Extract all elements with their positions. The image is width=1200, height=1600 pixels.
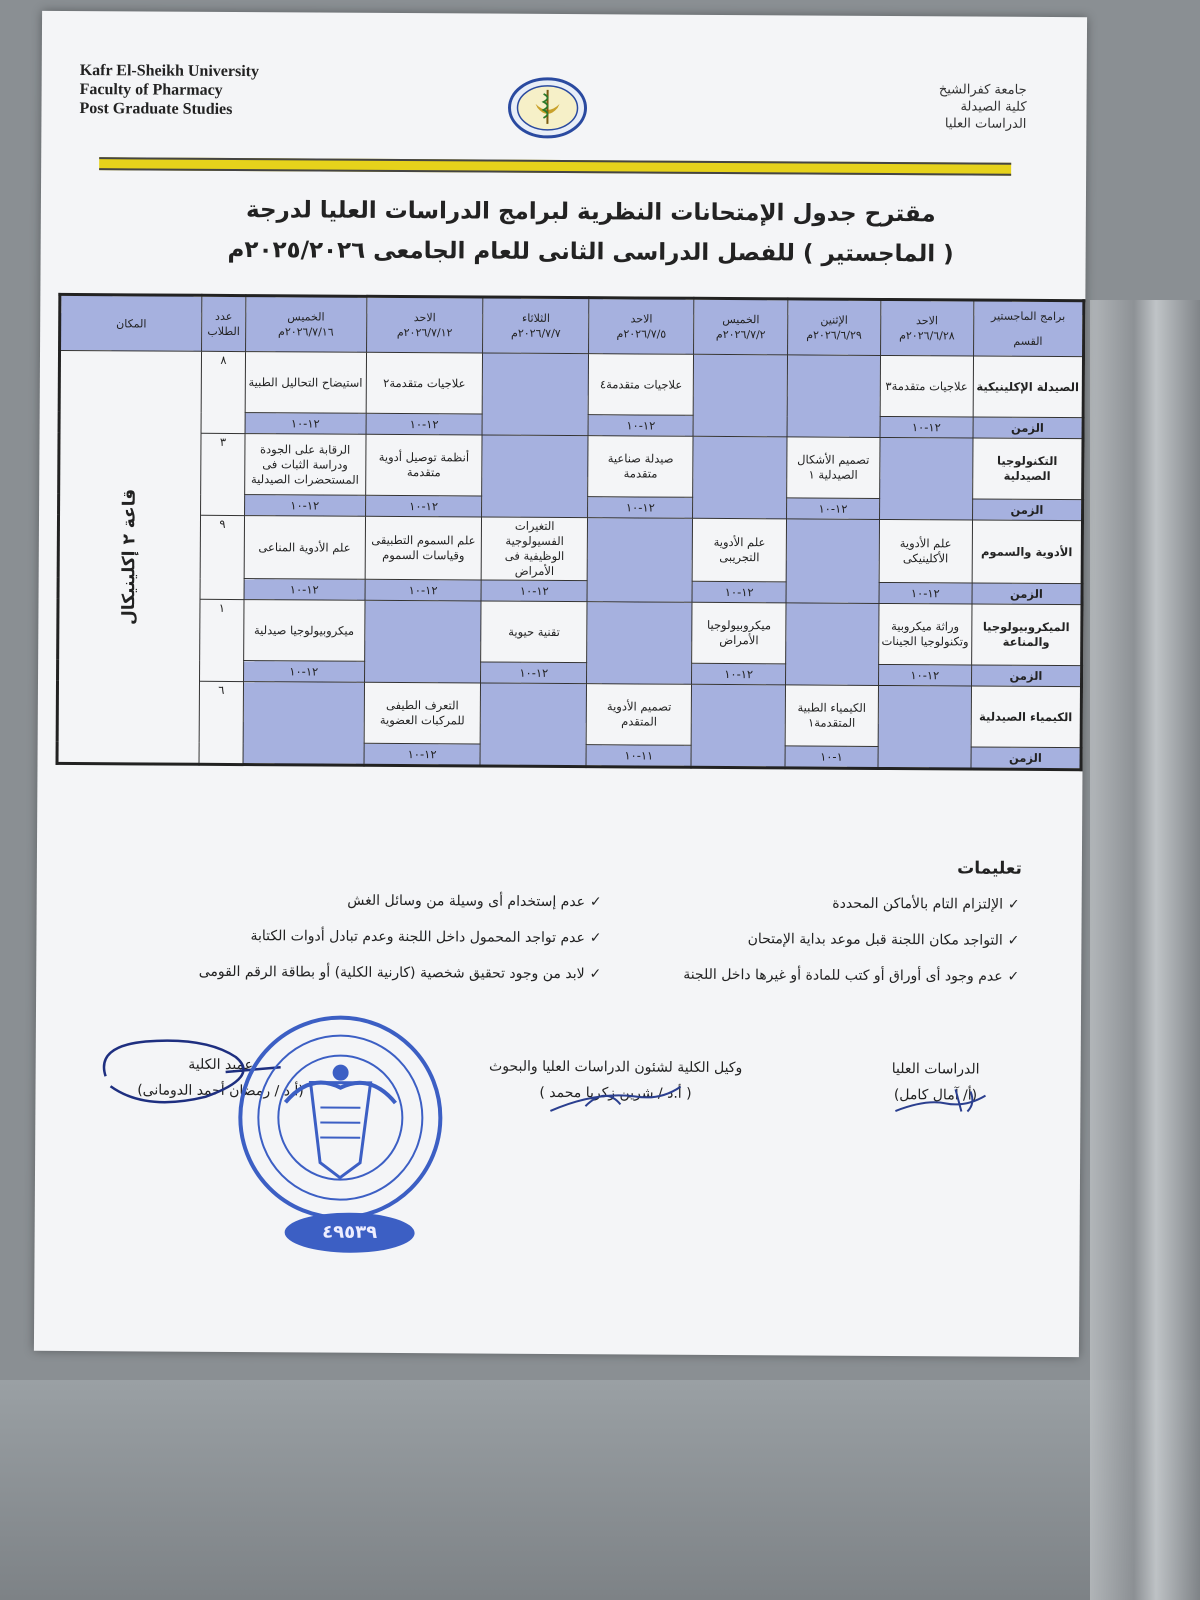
- course-cell: علم الأدوية الأكلينيكى: [879, 519, 972, 583]
- table-row: [58, 598, 1082, 665]
- signature-name: (أ.د / رمضان أحمد الدومانى): [137, 1082, 304, 1100]
- students-count: ٩: [200, 515, 244, 599]
- students-count: ٦: [199, 681, 243, 764]
- time-label: الزمن: [972, 583, 1082, 605]
- time-cell: ١-١٠: [785, 746, 878, 769]
- students-count: ٨: [201, 351, 245, 433]
- day-header: الاحد ٢٠٢٦/٧/٥م: [589, 298, 694, 355]
- course-cell: علم الأدوية التجريبى: [692, 518, 786, 582]
- instructions-title: تعليمات: [957, 858, 1022, 879]
- empty-cell: [587, 518, 693, 603]
- course-cell: علاجيات متقدمة٣: [880, 355, 973, 417]
- time-cell: ١٢-١٠: [786, 498, 879, 520]
- empty-cell: [787, 355, 880, 438]
- header-divider: [99, 157, 1011, 176]
- course-cell: تصميم الأشكال الصيدلية ١: [787, 437, 880, 499]
- document-page: [34, 11, 1087, 1357]
- empty-cell: [480, 683, 586, 767]
- instructions-left: [161, 882, 602, 993]
- time-cell: ١٢-١٠: [588, 415, 693, 437]
- course-cell: الكيمياء الطبية المتقدمة١: [785, 685, 878, 747]
- time-cell: ١٢-١٠: [481, 580, 587, 602]
- document-title: [181, 190, 1001, 275]
- corner-header: برامج الماجستير القسم: [973, 300, 1084, 357]
- empty-cell: [878, 685, 971, 769]
- course-cell: استيضاح التحاليل الطبية: [245, 352, 366, 414]
- background-floor: [0, 1380, 1200, 1600]
- time-cell: ١٢-١٠: [365, 495, 482, 517]
- day-header: الخميس ٢٠٢٦/٧/٢م: [694, 298, 788, 355]
- course-cell: ميكروبيولوجيا الأمراض: [692, 602, 786, 664]
- department-cell: التكنولوجيا الصيدلية: [972, 438, 1083, 500]
- handwritten-signature-icon: [545, 1076, 685, 1122]
- signature-role: الدراسات العليا: [891, 1061, 980, 1078]
- official-stamp-icon: [215, 1012, 466, 1234]
- time-label: الزمن: [971, 665, 1081, 687]
- instruction-item: ✓ عدم تواجد المحمول داخل اللجنة وعدم تبادل أدوات الكتابة: [161, 918, 601, 957]
- handwritten-signature-icon: [885, 1081, 995, 1122]
- exam-schedule-table: [55, 293, 1085, 771]
- course-cell: علم الأدوية المناعى: [244, 516, 365, 580]
- course-cell: الرقابة على الجودة ودراسة الثبات فى المستحضرات الصيدلية: [244, 434, 365, 496]
- time-cell: ١٢-١٠: [878, 664, 971, 686]
- table-row: [59, 350, 1083, 417]
- time-cell: ١٢-١٠: [365, 579, 482, 601]
- course-cell: علاجيات متقدمة٤: [588, 354, 693, 416]
- course-cell: علاجيات متقدمة٢: [366, 352, 483, 414]
- instructions-right: [639, 884, 1020, 994]
- background-foil: [1090, 300, 1200, 1600]
- instruction-item: ✓ لابد من وجود تحقيق شخصية (كارنية الكلية) أو بطاقة الرقم القومى: [161, 954, 601, 993]
- department-cell: الكيمياء الصيدلية: [971, 686, 1082, 748]
- header-faculty-ar: كلية الصيدلة: [960, 99, 1027, 115]
- signature-role: عميد الكلية: [188, 1056, 254, 1074]
- time-cell: ١٢-١٠: [588, 497, 693, 519]
- instruction-item: ✓ عدم وجود أى أوراق أو كتب للمادة أو غيرها داخل اللجنة: [639, 956, 1019, 994]
- time-cell: ١٢-١٠: [245, 413, 366, 435]
- course-cell: تقنية حيوية: [481, 601, 587, 663]
- time-cell: ١٢-١٠: [692, 663, 786, 685]
- stamp-serial: ٤٩٥٣٩: [285, 1212, 415, 1253]
- faculty-logo-icon: [507, 76, 587, 140]
- course-cell: صيدلة صناعية متقدمة: [588, 436, 693, 498]
- day-header: الاحد ٢٠٢٦/٦/٢٨م: [880, 299, 973, 356]
- department-cell: الميكروبيولوجيا والمناعة: [971, 604, 1082, 666]
- empty-cell: [879, 437, 972, 520]
- table-row: [59, 432, 1083, 499]
- empty-cell: [693, 436, 787, 519]
- time-cell: ١٢-١٠: [481, 662, 587, 684]
- time-cell: ١٢-١٠: [880, 416, 973, 438]
- header-department: Post Graduate Studies: [79, 100, 233, 118]
- empty-cell: [364, 600, 481, 683]
- instruction-item: ✓ التواجد مكان اللجنة قبل موعد بداية الإمتحان: [639, 920, 1019, 958]
- course-cell: أنظمة توصيل أدوية متقدمة: [365, 434, 482, 496]
- signature-role: وكيل الكلية لشئون الدراسات العليا والبحوث: [489, 1058, 743, 1077]
- header-university-ar: جامعة كفرالشيخ: [938, 82, 1027, 98]
- day-header: الإثنين ٢٠٢٦/٦/٢٩م: [787, 299, 880, 356]
- course-cell: التغيرات الفسيولوجية الوظيفية فى الأمراض: [481, 517, 587, 581]
- time-label: الزمن: [971, 747, 1081, 770]
- course-cell: تصميم الأدوية المتقدم: [586, 684, 691, 746]
- empty-cell: [587, 602, 693, 685]
- exam-place-label: قاعة ٢ إكلينيكال: [118, 488, 140, 625]
- header-university: Kafr El-Sheikh University: [79, 62, 260, 81]
- course-cell: التعرف الطيفى للمركبات العضوية: [364, 682, 481, 744]
- course-cell: علم السموم التطبيقى وقياسات السموم: [365, 516, 482, 580]
- time-cell: ١٢-١٠: [244, 495, 365, 517]
- time-cell: ١٢-١٠: [244, 579, 365, 601]
- title-line-1: مقترح جدول الإمتحانات النظرية لبرامج الدراسات العليا لدرجة: [245, 197, 936, 228]
- department-cell: الأدوية والسموم: [972, 520, 1083, 584]
- empty-cell: [785, 603, 878, 686]
- header-arabic: [856, 81, 1026, 133]
- table-row: [57, 680, 1081, 747]
- day-header: الاحد ٢٠٢٦/٧/١٢م: [366, 296, 483, 353]
- header-english: [79, 61, 259, 119]
- table-body: [57, 350, 1084, 769]
- empty-cell: [693, 354, 787, 437]
- exam-place: [57, 350, 202, 764]
- course-cell: ميكروبيولوجيا صيدلية: [243, 600, 364, 662]
- empty-cell: [482, 353, 588, 436]
- time-label: الزمن: [972, 499, 1082, 521]
- course-cell: وراثة ميكروبية وتكنولوجيا الجينات: [878, 603, 971, 665]
- time-cell: ١٢-١٠: [879, 582, 972, 604]
- table-header-row: [60, 294, 1084, 356]
- instruction-item: ✓ عدم إستخدام أى وسيلة من وسائل الغش: [162, 882, 602, 921]
- instruction-item: ✓ الإلتزام التام بالأماكن المحددة: [640, 884, 1020, 922]
- students-count: ٣: [201, 433, 245, 515]
- time-cell: ١٢-١٠: [364, 743, 481, 766]
- empty-cell: [482, 435, 588, 518]
- department-cell: الصيدلة الإكلينيكية: [973, 356, 1084, 418]
- header-faculty: Faculty of Pharmacy: [79, 81, 223, 99]
- table-row: [58, 514, 1082, 583]
- signature-name: ( أ.د / شرين زكريا محمد ): [539, 1084, 692, 1102]
- day-header: الخميس ٢٠٢٦/٧/١٦م: [245, 296, 366, 353]
- signature-name: (أ/ آمال كامل): [893, 1087, 978, 1104]
- time-cell: ١٢-١٠: [366, 413, 483, 435]
- empty-cell: [786, 519, 879, 604]
- students-count: ١: [200, 599, 244, 681]
- place-header: المكان: [60, 294, 203, 351]
- time-cell: ١٢-١٠: [692, 581, 786, 603]
- day-header: الثلاثاء ٢٠٢٦/٧/٧م: [483, 297, 589, 354]
- students-header: عدد الطلاب: [202, 295, 246, 351]
- empty-cell: [691, 684, 785, 768]
- title-line-2: ( الماجستير ) للفصل الدراسى الثانى للعام الجامعى ٢٠٢٥/٢٠٢٦م: [227, 236, 954, 268]
- time-cell: ١٢-١٠: [243, 661, 364, 683]
- empty-cell: [243, 682, 365, 766]
- time-label: الزمن: [973, 417, 1083, 439]
- header-department-ar: الدراسات العليا: [944, 116, 1027, 132]
- time-cell: ١١-١٠: [586, 745, 691, 768]
